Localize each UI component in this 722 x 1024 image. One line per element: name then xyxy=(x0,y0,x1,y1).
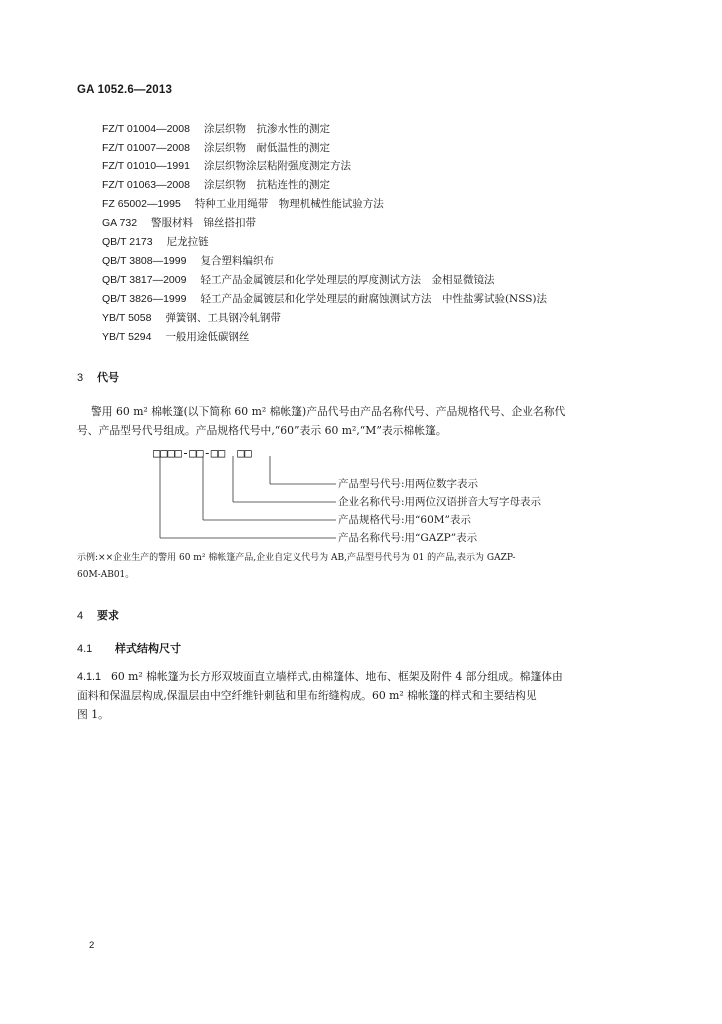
section-title: 要求 xyxy=(97,610,119,622)
reference-title: 涂层织物 耐低温性的测定 xyxy=(203,142,330,154)
callout-company-name-code: 企业名称代号:用两位汉语拼音大写字母表示 xyxy=(338,496,542,508)
reference-title: 涂层织物 抗渗水性的测定 xyxy=(203,123,330,135)
page-number: 2 xyxy=(89,940,95,951)
reference-title: 涂层织物 抗粘连性的测定 xyxy=(203,179,330,191)
callout-product-name-code: 产品名称代号:用“GAZP”表示 xyxy=(338,532,478,544)
reference-code: QB/T 3817—2009 xyxy=(102,274,187,286)
reference-code: QB/T 2173 xyxy=(102,236,153,248)
example-note-line1: 示例:××企业生产的警用 60 m² 棉帐篷产品,企业自定义代号为 AB,产品型号代号为 01 的产品,表示为 GAZP- xyxy=(77,553,516,563)
section-3-paragraph-line2: 号、产品型号代号组成。产品规格代号中,“60”表示 60 m²,“M”表示棉帐篷。 xyxy=(77,424,447,437)
reference-title: 警服材料 锦丝搭扣带 xyxy=(151,217,257,229)
reference-code: FZ/T 01004—2008 xyxy=(102,123,190,135)
callout-product-spec-code: 产品规格代号:用“60M”表示 xyxy=(338,514,471,526)
reference-title: 复合塑料编织布 xyxy=(200,255,274,267)
reference-title: 尼龙拉链 xyxy=(166,236,209,248)
example-note-line2: 60M-AB01。 xyxy=(77,570,135,580)
section-title: 代号 xyxy=(97,372,119,384)
reference-title: 轻工产品金属镀层和化学处理层的厚度测试方法 金相显微镜法 xyxy=(200,274,495,286)
reference-code: GA 732 xyxy=(102,217,138,229)
reference-code: YB/T 5294 xyxy=(102,331,152,343)
reference-title: 轻工产品金属镀层和化学处理层的耐腐蚀测试方法 中性盐雾试验(NSS)法 xyxy=(200,293,548,305)
reference-title: 特种工业用绳带 物理机械性能试验方法 xyxy=(194,198,384,210)
clause-number: 4.1.1 xyxy=(77,671,102,683)
clause-4-1-1-line1 xyxy=(77,667,563,687)
reference-title: 一般用途低碳钢丝 xyxy=(165,331,250,343)
reference-code: QB/T 3826—1999 xyxy=(102,293,187,305)
callout-product-model-code: 产品型号代号:用两位数字表示 xyxy=(338,478,479,490)
section-3-paragraph-line1: 警用 60 m² 棉帐篷(以下简称 60 m² 棉帐篷)产品代号由产品名称代号、产品规格代号、企业名称代 xyxy=(91,405,566,418)
reference-title: 弹簧钢、工具钢冷轧钢带 xyxy=(165,312,281,324)
clause-4-1-1-line3: 图 1。 xyxy=(77,708,109,721)
clause-4-1-1-line2: 面料和保温层构成,保温层由中空纤维针刺毡和里布绗缝构成。60 m² 棉帐篷的样式和主要结构见 xyxy=(77,689,537,702)
reference-code: FZ/T 01063—2008 xyxy=(102,179,190,191)
section-number: 4 xyxy=(77,610,84,622)
document-id-header: GA 1052.6—2013 xyxy=(77,84,173,96)
reference-code: FZ/T 01010—1991 xyxy=(102,160,190,172)
subsection-4-1-heading xyxy=(77,640,181,656)
subsection-title: 样式结构尺寸 xyxy=(115,643,181,655)
reference-code: QB/T 3808—1999 xyxy=(102,255,187,267)
subsection-number: 4.1 xyxy=(77,643,93,655)
reference-code: YB/T 5058 xyxy=(102,312,152,324)
section-4-heading xyxy=(77,607,119,623)
section-number: 3 xyxy=(77,372,84,384)
reference-title: 涂层织物涂层粘附强度测定方法 xyxy=(203,160,351,172)
reference-code: FZ/T 01007—2008 xyxy=(102,142,190,154)
code-format-boxes: □□□□-□□-□□ □□ xyxy=(153,446,252,460)
clause-text: 60 m² 棉帐篷为长方形双坡面直立墙样式,由棉篷体、地布、框架及附件 4 部分组成。棉篷体由 xyxy=(111,670,563,683)
reference-code: FZ 65002—1995 xyxy=(102,198,181,210)
